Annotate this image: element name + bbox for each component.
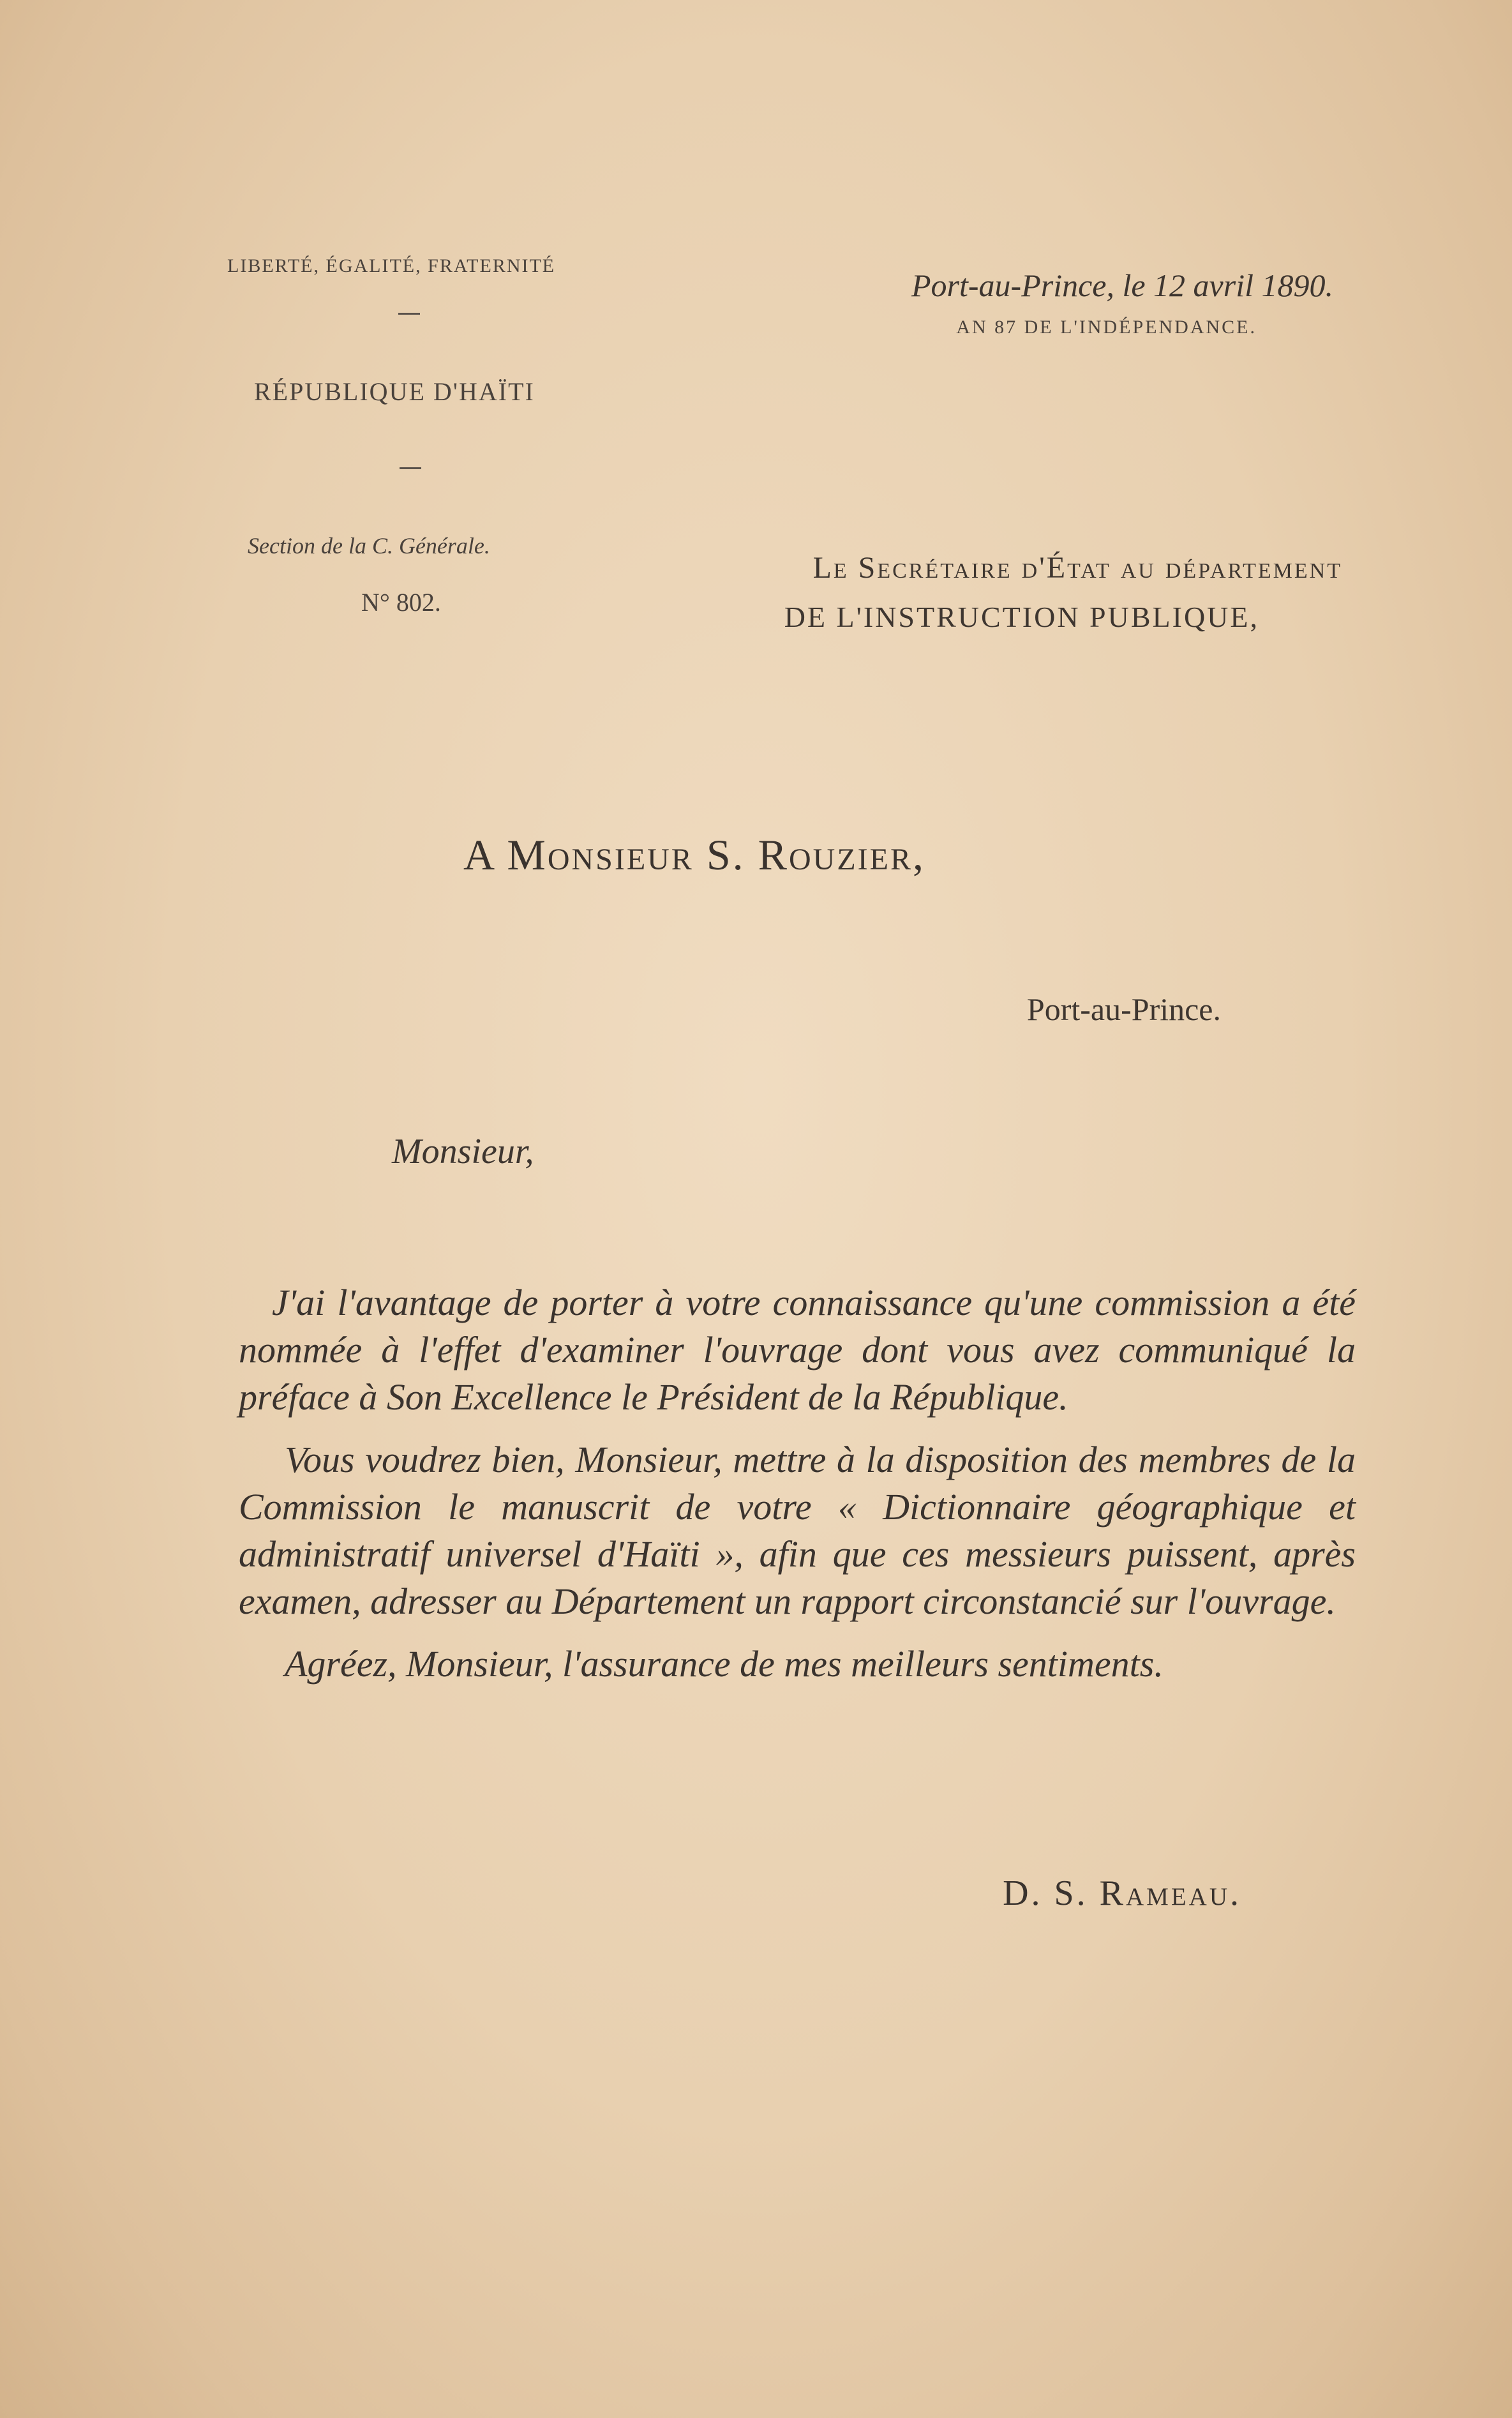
republic-heading: RÉPUBLIQUE D'HAÏTI	[254, 377, 535, 406]
reference-number: N° 802.	[361, 588, 441, 617]
letter-body	[239, 1279, 1356, 1703]
sender-title-line1: Le Secrétaire d'État au département	[812, 551, 1342, 585]
separator-dash	[400, 467, 421, 469]
sender-title-line2: DE L'INSTRUCTION PUBLIQUE,	[784, 601, 1259, 633]
signature: D. S. Rameau.	[1003, 1874, 1241, 1913]
section-label: Section de la C. Générale.	[248, 533, 490, 559]
year-of-independence: AN 87 DE L'INDÉPENDANCE.	[956, 317, 1257, 338]
body-paragraph: Agréez, Monsieur, l'assurance de mes meilleurs sentiments.	[285, 1643, 1164, 1685]
motto: LIBERTÉ, ÉGALITÉ, FRATERNITÉ	[227, 255, 556, 276]
body-paragraph: Vous voudrez bien, Monsieur, mettre à la disposition des membres de la Commission le manuscrit de votre « Dictionnaire géographique et administratif universel d'Haïti », afin que ces messieurs puissent, après examen, adresser au Département un rapport circonstancié sur l'ouvrage.	[239, 1439, 1356, 1622]
body-paragraph: J'ai l'avantage de porter à votre connaissance qu'une commission a été nommée à l'effet d'examiner l'ouvrage dont vous avez communiqué la préface à Son Excellence le Président de la République.	[239, 1282, 1356, 1418]
addressee-city: Port-au-Prince.	[1026, 991, 1221, 1027]
addressee-name: A Monsieur S. Rouzier,	[463, 830, 925, 879]
dateline: Port-au-Prince, le 12 avril 1890.	[911, 267, 1333, 303]
separator-dash	[398, 313, 420, 315]
salutation: Monsieur,	[392, 1132, 534, 1171]
